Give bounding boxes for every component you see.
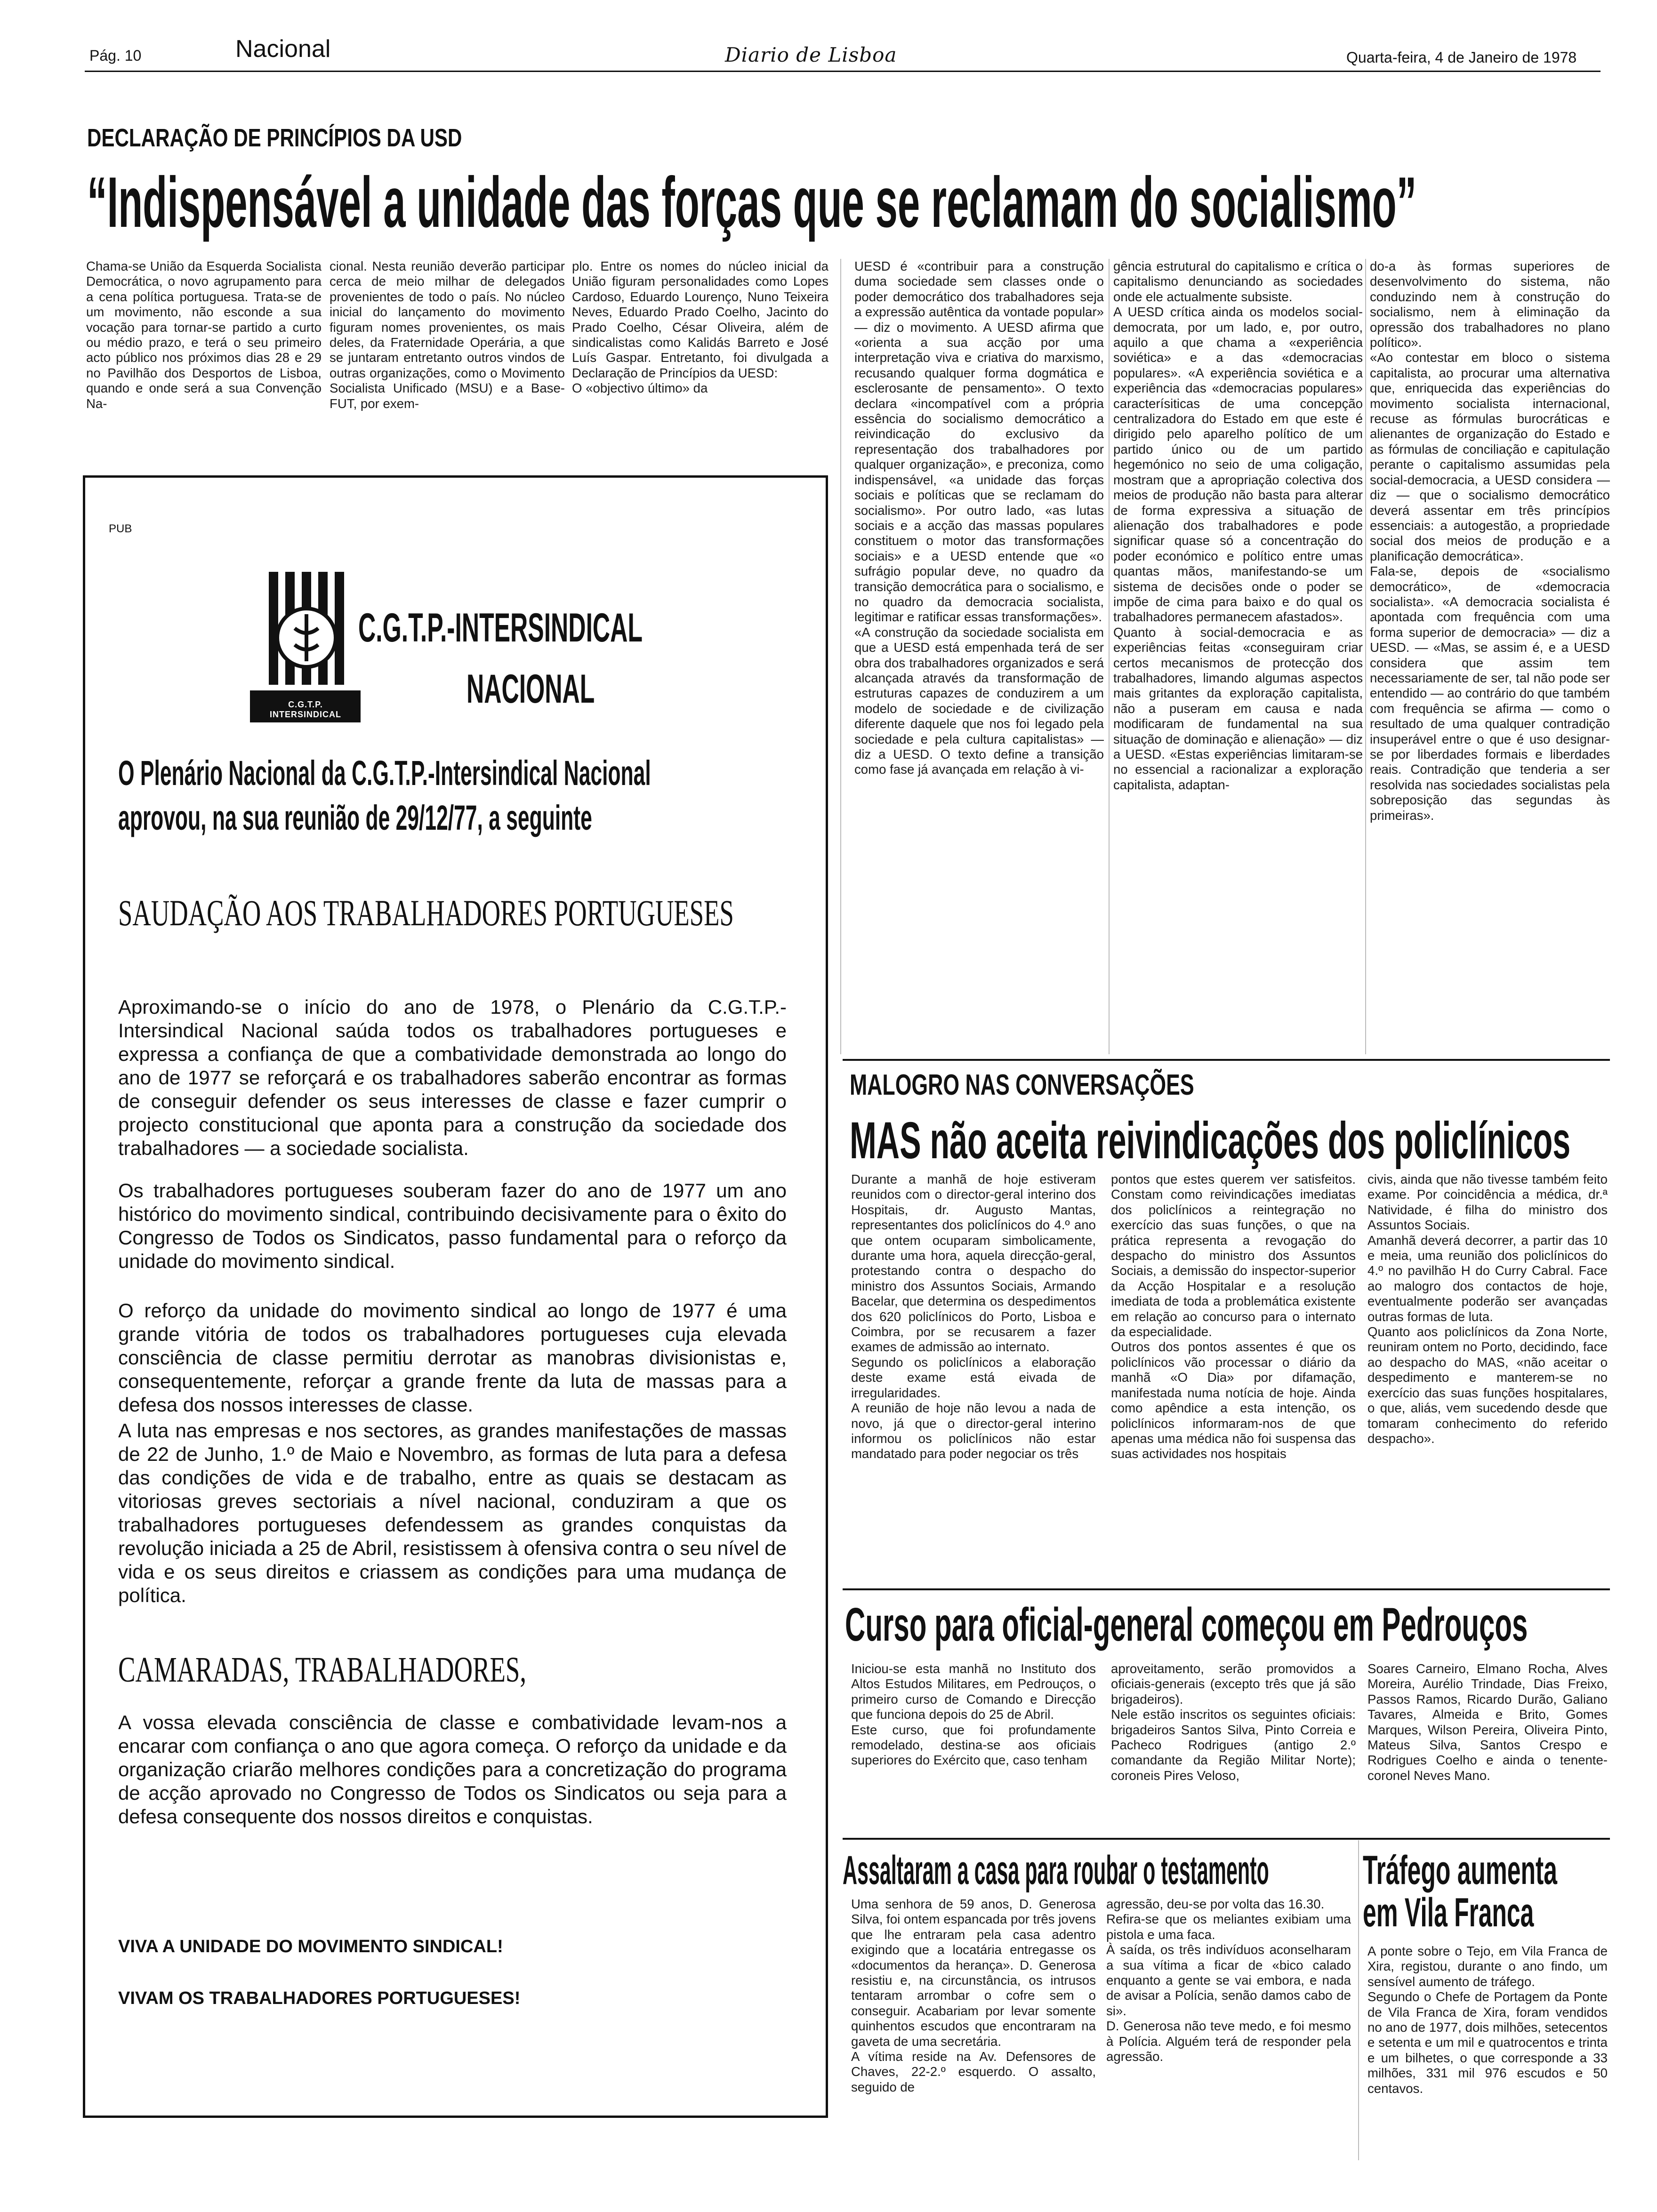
ad-lead-line-2: aprovou, na sua reunião de 29/12/77, a seguinte bbox=[118, 798, 592, 837]
column-rule bbox=[1109, 259, 1110, 1054]
cgtp-advertisement bbox=[83, 475, 828, 2118]
logo-caption: C.G.T.P. INTERSINDICAL bbox=[270, 700, 341, 719]
main-col-4: UESD é «contribuir para a construção duma sociedade sem classes onde o poder democrático dos trabalhadores seja a expressão autêntica da vontade popular» — diz o movimento. A UESD afirma que «orienta a sua acção por uma interpretação viva e criativa do marxismo, recusando qualquer forma dogmática e esclerosante de pensamento». O texto declara «incompatível com a própria essência do socialismo democrático a reivindicação do exclusivo da representação dos trabalhadores por qualquer organização», e preconiza, como indispensável, «a unidade das forças sociais e políticas que se reclamam do socialismo». Por outro lado, «as lutas sociais e a acção das massas populares constituem o motor das transformações sociais» e a UESD entende que «o sufrágio popular deve, no quadro da transição democrática para o socialismo, e no quadro da democracia socialista, legitimar e ratificar essas transformações». «A construção da sociedade socialista em que a UESD está empenhada terá de ser obra dos trabalhadores organizados e será alcançada através da transformação de estruturas capazes de conduzirem a um modelo de sociedade e de civilização diferente daquele que nos foi legado pela sociedade e pela cultura capitalistas» — diz a UESD. O texto define a transição como fase já avançada em relação à vi- bbox=[854, 259, 1104, 777]
ad-paragraph-1: Aproximando-se o início do ano de 1978, o Plenário da C.G.T.P.-Intersindical Nacional saúda todos os trabalhadores portugueses e expressa a confiança de que a combatividade demonstrada ao longo do ano de 1977 se reforçará e os trabalhadores saberão encontrar as formas de conseguir defender os seus interesses de classe e fazer cumprir o projecto constitucional que aponta para a construção da sociedade dos trabalhadores — a sociedade socialista. bbox=[118, 996, 787, 1159]
assalto-headline: Assaltaram a casa para roubar o testamento bbox=[843, 1848, 1269, 1893]
curso-headline: Curso para oficial-general começou em Pedrouços bbox=[845, 1598, 1528, 1651]
pub-label: PUB bbox=[109, 522, 132, 535]
curso-col-1: Iniciou-se esta manhã no Instituto dos Altos Estudos Militares, em Pedrouços, o primeiro curso de Comando e Direcção que funciona depois do 25 de Abril. Este curso, que foi profundamente remodelado, destina-se aos oficiais superiores do Exército que, caso tenham bbox=[851, 1661, 1096, 1768]
column-rule bbox=[1365, 259, 1366, 1054]
column-rule bbox=[840, 259, 841, 1054]
ad-slogan-2: VIVAM OS TRABALHADORES PORTUGUESES! bbox=[118, 1988, 521, 2008]
main-col-3: plo. Entre os nomes do núcleo inicial da União figuram personalidades como Lopes Cardoso, Eduardo Lourenço, Nuno Teixeira Neves, Eduardo Prado Coelho, Jacinto do Prado Coelho, César Oliveira, além de sindicalistas como Kalidás Barreto e José Luís Gaspar. Entretanto, foi divulgada a Declaração de Princípios da UESD: O «objectivo último» da bbox=[572, 259, 828, 396]
main-kicker: DECLARAÇÃO DE PRINCÍPIOS DA USD bbox=[87, 124, 462, 152]
ad-subtitle: CAMARADAS, TRABALHADORES, bbox=[118, 1650, 527, 1690]
org-name-line-1: C.G.T.P.-INTERSINDICAL bbox=[358, 605, 643, 650]
ad-lead-line-1: O Plenário Nacional da C.G.T.P.-Intersindical Nacional bbox=[118, 753, 651, 793]
org-name-line-2: NACIONAL bbox=[467, 666, 595, 712]
ad-paragraph-5: A vossa elevada consciência de classe e combatividade levam-nos a encarar com confiança o ano que agora começa. O reforço da unidade e da organização criarão melhores condições para a concretização do programa de acção aprovado no Congresso de Todos os Sindicatos ou seja para a defesa consequente dos nossos direitos e conquistas. bbox=[118, 1711, 787, 1827]
main-col-2: cional. Nesta reunião deverão participar cerca de meio milhar de delegados provenientes de todo o país. No núcleo inicial do lançamento do movimento figuram nomes provenientes, os mais deles, da Fraternidade Operária, a que se juntaram entretanto outros vindos de outras organizações, como o Movimento Socialista Unificado (MSU) e a Base-FUT, por exem- bbox=[330, 259, 565, 411]
assalto-col-1: Uma senhora de 59 anos, D. Generosa Silva, foi ontem espancada por três jovens que lhe entraram pela casa adentro exigindo que a locatária entregasse os «documentos da herança». D. Generosa resistiu e, na circunstância, os intrusos tentaram arrombar o cofre sem o conseguir. Acabariam por levar somente quinhentos escudos que encontraram na gaveta de uma secretária. A vítima reside na Av. Defensores de Chaves, 22-2.º esquerdo. O assalto, seguido de bbox=[851, 1897, 1096, 2094]
masthead: Diario de Lisboa bbox=[725, 43, 897, 66]
mas-col-3: civis, ainda que não tivesse também feito exame. Por coincidência a médica, dr.ª Natividade, é filha do ministro dos Assuntos Sociais. Amanhã deverá decorrer, a partir das 10 e meia, uma reunião dos policlínicos do 4.º no pavilhão H do Curry Cabral. Face ao malogro dos contactos de hoje, eventualmente poderão ser avançadas outras formas de luta. Quanto aos policlínicos da Zona Norte, reuniram ontem no Porto, decidindo, face ao despacho do MAS, «não aceitar o despedimento e manterem-se no exercício das suas funções hospitalares, o que, aliás, vem sucedendo desde que tomaram conhecimento do referido despacho». bbox=[1367, 1172, 1608, 1446]
trafego-headline-2: em Vila Franca bbox=[1363, 1890, 1534, 1935]
ad-paragraph-3: O reforço da unidade do movimento sindical ao longo de 1977 é uma grande vitória de todos os trabalhadores portugueses cuja elevada consciência de classe permitiu derrotar as manobras divisionistas e, consequentemente, reforçar a grande frente da luta de massas para a defesa dos nossos interesses de classe. bbox=[118, 1299, 787, 1416]
ad-slogan-1: VIVA A UNIDADE DO MOVIMENTO SINDICAL! bbox=[118, 1937, 503, 1956]
section-rule bbox=[843, 1588, 1610, 1590]
curso-col-3: Soares Carneiro, Elmano Rocha, Alves Moreira, Aurélio Trindade, Dias Freixo, Passos Ramos, Ricardo Durão, Galiano Tavares, Almeida e Brito, Gomes Marques, Wilson Pereira, Oliveira Pinto, Mateus Silva, Santos Crespo e Rodrigues Coelho e ainda o tenente-coronel Neves Mano. bbox=[1367, 1661, 1608, 1783]
trafego-headline-1: Tráfego aumenta bbox=[1363, 1848, 1557, 1893]
section-title: Nacional bbox=[235, 35, 331, 63]
mas-headline: MAS não aceita reivindicações dos policlínicos bbox=[850, 1112, 1571, 1170]
main-col-6: do-a às formas superiores de desenvolvimento do sistema, não conduzindo nem à construção do socialismo, nem à eliminação da opressão dos trabalhadores no plano político». «Ao contestar em bloco o sistema capitalista, ao procurar uma alternativa que, enriquecida das experiências do movimento socialista internacional, recuse as fórmulas burocráticas e alienantes de organização do Estado e as fórmulas de conciliação e capitulação perante o capitalismo assumidas pela social-democracia, a UESD considera — diz — que o socialismo democrático deverá assentar em três princípios essenciais: a autogestão, a propriedade social dos meios de produção e a planificação democrática». Fala-se, depois de «socialismo democrático», de «democracia socialista». «A democracia socialista é apontada com frequência com uma forma superior de democracia» — diz a UESD. — «Mas, se assim é, e a UESD considera que assim tem necessariamente de ser, tal não pode ser entendido — ao contrário do que também com frequência se afirma — como o resultado de uma qualquer contradição insuperável entre o que é uso designar-se por liberdades formais e liberdades reais. Contradição que tenderia a ser resolvida nas sociedades socialistas pela sobreposição das segundas às primeiras». bbox=[1370, 259, 1610, 823]
column-rule bbox=[1358, 1840, 1359, 2160]
main-headline: “Indispensável a unidade das forças que se reclamam do socialismo” bbox=[87, 162, 1417, 242]
cgtp-logo bbox=[250, 567, 361, 722]
ad-title: SAUDAÇÃO AOS TRABALHADORES PORTUGUESES bbox=[118, 892, 734, 933]
section-rule bbox=[843, 1059, 1610, 1061]
section-rule bbox=[843, 1838, 1610, 1840]
mas-col-1: Durante a manhã de hoje estiveram reunidos com o director-geral interino dos Hospitais, dr. Augusto Mantas, representantes dos policlínicos do 4.º ano que ontem ocuparam simbolicamente, durante uma hora, aquela direcção-geral, protestando contra o despacho do ministro dos Assuntos Sociais, Armando Bacelar, que determina os despedimentos dos 620 policlínicos do Porto, Lisboa e Coimbra, por se recusarem a fazer exames de admissão ao internato. Segundo os policlínicos a elaboração deste exame está eivada de irregularidades. A reunião de hoje não levou a nada de novo, já que o director-geral interino informou os policlínicos não estar mandatado para poder negociar os três bbox=[851, 1172, 1096, 1461]
curso-col-2: aproveitamento, serão promovidos a oficiais-generais (excepto três que já são brigadeiros). Nele estão inscritos os seguintes oficiais: brigadeiros Santos Silva, Pinto Correia e Pacheco Rodrigues (antigo 2.º comandante da Região Militar Norte); coroneis Pires Veloso, bbox=[1111, 1661, 1356, 1783]
mas-col-2: pontos que estes querem ver satisfeitos. Constam como reivindicações imediatas dos policlínicos a reintegração no exercício das suas funções, o que na prática representa a revogação do despacho do ministro dos Assuntos Sociais, a demissão do inspector-superior da Acção Hospitalar e a resolução imediata de toda a problemática existente em relação ao concurso para o internato da especialidade. Outros dos pontos assentes é que os policlínicos vão processar o diário da manhã «O Dia» por difamação, manifestada numa notícia de hoje. Ainda como apêndice a esta intenção, os policlínicos informaram-nos de que apenas uma médica não foi suspensa das suas actividades nos hospitais bbox=[1111, 1172, 1356, 1461]
ad-paragraph-4: A luta nas empresas e nos sectores, as grandes manifestações de massas de 22 de Junho, 1.º de Maio e Novembro, as formas de luta para a defesa das condições de vida e de trabalho, entre as quais se destacam as vitoriosas greves sectoriais a nível nacional, conduziram a que os trabalhadores portugueses defendessem as grandes conquistas da revolução iniciada a 25 de Abril, resistissem à ofensiva contra o seu nível de vida e os seus direitos e criassem as condições para uma mudança de política. bbox=[118, 1419, 787, 1606]
header-rule bbox=[85, 71, 1601, 72]
page-number: Pág. 10 bbox=[89, 47, 142, 64]
trafego-body: A ponte sobre o Tejo, em Vila Franca de Xira, registou, durante o ano findo, um sensível aumento de tráfego. Segundo o Chefe de Portagem da Ponte de Vila Franca de Xira, foram vendidos no ano de 1977, dois milhões, setecentos e setenta e um mil e quatrocentos e trinta e um bilhetes, o que corresponde a 33 milhões, 331 mil 976 escudos e 50 centavos. bbox=[1367, 1944, 1608, 2096]
mas-kicker: MALOGRO NAS CONVERSAÇÕES bbox=[850, 1069, 1194, 1101]
main-col-5: gência estrutural do capitalismo e crítica o capitalismo denunciando as sociedades onde ele actualmente subsiste. A UESD crítica ainda os modelos social-democrata, por um lado, e, por outro, aquilo a que chama a «experiência soviética» e a das «democracias populares». «A experiência soviética e a experiência das «democracias populares» caracterísiticas de uma concepção centralizadora do Estado em que este é dirigido pelo aparelho político de um partido único ou de um partido hegemónico no seio de uma coligação, mostram que a apropriação colectiva dos meios de produção não basta para alterar de forma expressiva a situação de alienação dos trabalhadores e pode significar quase só a concentração do poder económico e político entre umas quantas mãos, manifestando-se um sistema de decisões onde o poder se impõe de cima para baixo e do qual os trabalhadores permanecem afastados». Quanto à social-democracia e as experiências feitas «conseguiram criar certos mecanismos de protecção dos trabalhadores, limando algumas aspectos mais gritantes da exploração capitalista, não a puseram em causa e nada modificaram de fundamental na sua situação de dominação e alienação» — diz a UESD. «Estas experiências limitaram-se no essencial a racionalizar a exploração capitalista, adaptan- bbox=[1113, 259, 1363, 792]
header-date: Quarta-feira, 4 de Janeiro de 1978 bbox=[1346, 49, 1577, 66]
main-col-1: Chama-se União da Esquerda Socialista Democrática, o novo agrupamento para a cena política portuguesa. Trata-se de um movimento, não esconde a sua vocação para tornar-se partido a curto ou médio prazo, e terá o seu primeiro acto público nos próximos dias 28 e 29 no Pavilhão dos Desportos de Lisboa, quando e onde será a sua Convenção Na- bbox=[86, 259, 322, 411]
assalto-col-2: agressão, deu-se por volta das 16.30. Refira-se que os meliantes exibiam uma pistola e uma faca. À saída, os três indivíduos aconselharam a sua vítima a ficar de «bico calado enquanto a gente se vai embora, e nada de avisar a Polícia, senão damos cabo de si». D. Generosa não teve medo, e foi mesmo à Polícia. Alguém terá de responder pela agressão. bbox=[1106, 1897, 1351, 2064]
ad-paragraph-2: Os trabalhadores portugueses souberam fazer do ano de 1977 um ano histórico do movimento sindical, contribuindo decisivamente para o êxito do Congresso de Todos os Sindicatos, passo fundamental para o reforço da unidade do movimento sindical. bbox=[118, 1179, 787, 1272]
